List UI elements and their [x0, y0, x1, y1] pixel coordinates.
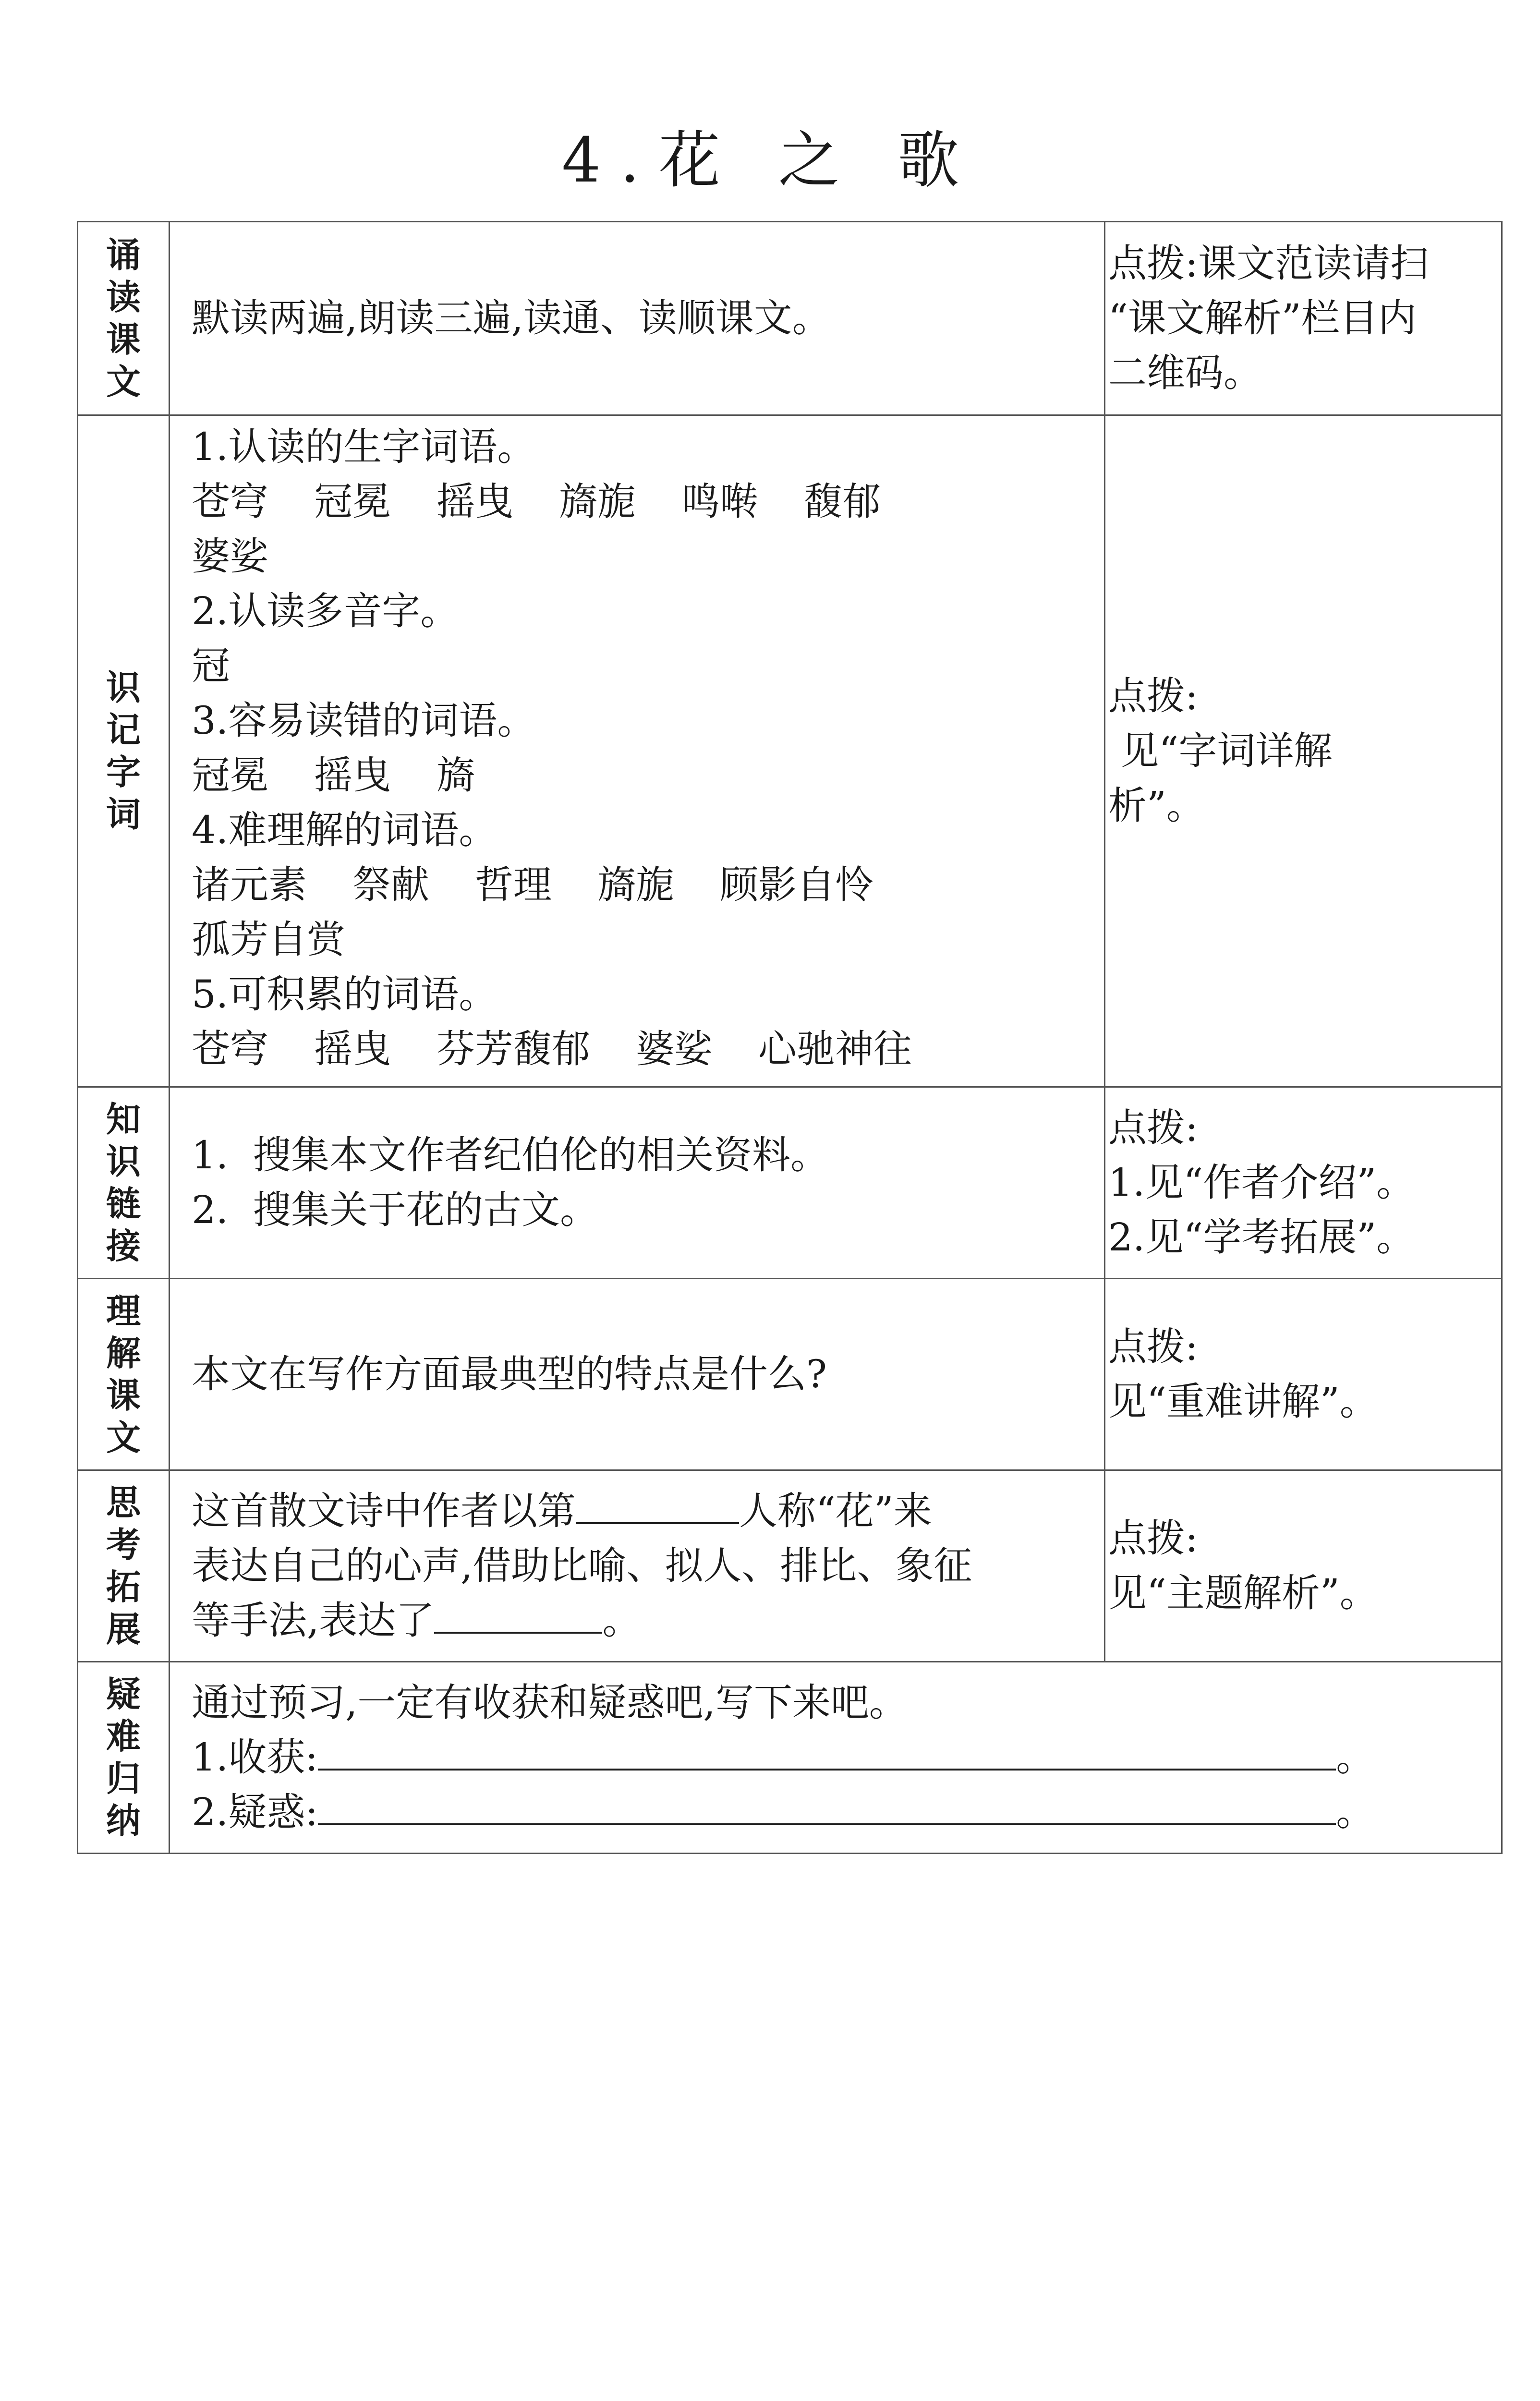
row-content: 默读两遍,朗读三遍,读通、读顺课文。 [170, 222, 1105, 415]
summary-content: 通过预习,一定有收获和疑惑吧,写下来吧。 1.收获: 。 2.疑惑: 。 [170, 1662, 1502, 1854]
doubt-blank[interactable] [318, 1785, 1336, 1825]
row-content: 本文在写作方面最典型的特点是什么? [170, 1279, 1105, 1470]
section-heading: 5.可积累的词语。 [192, 972, 497, 1017]
row-label: 诵 读 课 文 [78, 222, 170, 415]
row-label: 疑 难 归 纳 [78, 1662, 170, 1854]
table-row [78, 1279, 1502, 1470]
row-content: 1. 搜集本文作者纪伯伦的相关资料。 2. 搜集关于花的古文。 [170, 1087, 1105, 1279]
row-tip: 点拨: 见“重难讲解”。 [1105, 1279, 1502, 1470]
section-heading: 4.难理解的词语。 [192, 808, 497, 852]
page-title: 4.花 之 歌 [561, 125, 979, 196]
section-heading: 1.认读的生字词语。 [192, 424, 536, 469]
word-list: 冠冕 摇曳 旖 [192, 753, 475, 798]
section-heading: 3.容易读错的词语。 [192, 698, 536, 743]
section-heading: 2.认读多音字。 [192, 589, 459, 633]
word-list: 苍穹 摇曳 芬芳馥郁 婆娑 心驰神往 [192, 1027, 912, 1071]
table-row [78, 1662, 1502, 1854]
word-list: 苍穹 冠冕 摇曳 旖旎 鸣啭 馥郁 [192, 479, 881, 524]
word-list: 诸元素 祭献 哲理 旖旎 顾影自怜 [192, 862, 873, 907]
row-label: 理 解 课 文 [78, 1279, 170, 1470]
table-row [78, 1470, 1502, 1662]
vocab-content [170, 415, 1105, 1087]
theme-blank[interactable] [434, 1593, 602, 1634]
row-label: 思 考 拓 展 [78, 1470, 170, 1662]
row-label: 知 识 链 接 [78, 1087, 170, 1279]
row-tip: 点拨: 见“字词详解 析”。 [1105, 415, 1502, 1087]
row-tip: 点拨: 1.见“作者介绍”。 2.见“学考拓展”。 [1105, 1087, 1502, 1279]
gain-blank[interactable] [318, 1730, 1336, 1770]
word-list: 冠 [192, 643, 230, 688]
row-label: 识 记 字 词 [78, 415, 170, 1087]
row-tip: 点拨: 见“主题解析”。 [1105, 1470, 1502, 1662]
table-row [78, 415, 1502, 1087]
preview-worksheet-table [77, 221, 1503, 1854]
word-list: 婆娑 [192, 534, 268, 579]
row-content: 这首散文诗中作者以第 人称“花”来 表达自己的心声,借助比喻、拟人、排比、象征 等手法,表达了 。 [170, 1470, 1105, 1662]
person-blank[interactable] [576, 1484, 739, 1524]
word-list: 孤芳自赏 [192, 917, 345, 962]
table-row [78, 1087, 1502, 1279]
table-row [78, 222, 1502, 415]
row-tip: 点拨:课文范读请扫 “课文解析”栏目内 二维码。 [1105, 222, 1502, 415]
